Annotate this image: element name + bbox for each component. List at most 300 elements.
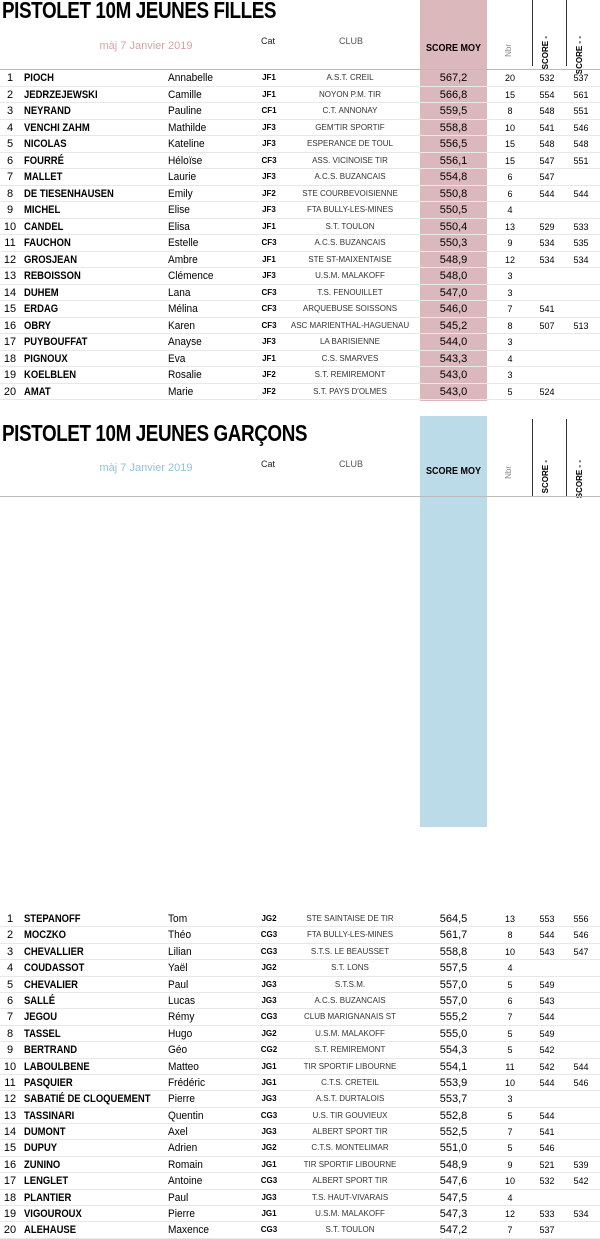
category-cell: JF2 xyxy=(262,188,276,198)
rank-cell: 6 xyxy=(6,154,14,167)
rank-cell: 6 xyxy=(6,994,14,1007)
first-name-cell: Marie xyxy=(168,385,194,398)
score-minus-minus-cell: 546 xyxy=(573,122,589,133)
rank-cell: 8 xyxy=(6,187,14,200)
category-cell: CG3 xyxy=(260,1110,278,1120)
score-cell: 561,7 xyxy=(439,929,468,942)
club-cell: C.T.S. MONTELIMAR xyxy=(311,1143,389,1153)
category-cell: JG2 xyxy=(261,963,277,973)
table-row xyxy=(0,1059,600,1075)
last-name-cell: FOURRÉ xyxy=(24,154,64,167)
score-cell: 557,0 xyxy=(439,994,468,1007)
first-name-cell: Théo xyxy=(168,929,192,942)
score-cell: 558,8 xyxy=(439,121,468,134)
last-name-cell: SABATIÉ DE CLOQUEMENT xyxy=(24,1093,151,1106)
nbr-cell: 12 xyxy=(504,254,515,265)
girls-title: PISTOLET 10M JEUNES FILLES xyxy=(2,0,277,23)
score-cell: 548,9 xyxy=(439,253,468,266)
first-name-cell: Elisa xyxy=(168,220,190,233)
category-cell: JF3 xyxy=(262,122,276,132)
rank-cell: 2 xyxy=(6,88,14,101)
score-minus-cell: 541 xyxy=(539,304,555,314)
category-cell: JG2 xyxy=(261,1143,277,1153)
rank-cell: 14 xyxy=(3,286,17,299)
boys-title: PISTOLET 10M JEUNES GARÇONS xyxy=(2,420,308,446)
header-nbr: Nbr xyxy=(504,44,513,57)
header-score-minus: SCORE - xyxy=(541,36,550,70)
category-cell: JF1 xyxy=(262,89,276,99)
nbr-cell: 5 xyxy=(507,1143,513,1154)
table-row xyxy=(0,235,600,252)
table-row xyxy=(0,1140,600,1156)
category-cell: JF1 xyxy=(262,73,276,82)
score-minus-cell: 554 xyxy=(539,89,555,100)
nbr-cell: 10 xyxy=(504,122,515,133)
score-cell: 553,7 xyxy=(439,1093,468,1106)
nbr-cell: 11 xyxy=(505,1061,515,1072)
score-cell: 544,0 xyxy=(439,336,468,348)
header-cat: Cat xyxy=(261,36,276,46)
last-name-cell: KOELBLEN xyxy=(24,369,77,381)
last-name-cell: LABOULBENE xyxy=(24,1060,90,1073)
first-name-cell: Emily xyxy=(168,187,193,200)
column-divider xyxy=(532,0,533,66)
score-minus-minus-cell: 544 xyxy=(573,188,589,199)
first-name-cell: Frédéric xyxy=(168,1076,206,1089)
nbr-cell: 4 xyxy=(507,205,513,215)
category-cell: JG3 xyxy=(261,979,277,989)
category-cell: JF3 xyxy=(262,205,276,214)
first-name-cell: Héloïse xyxy=(168,154,203,167)
last-name-cell: PUYBOUFFAT xyxy=(24,336,88,348)
category-cell: JF1 xyxy=(262,221,276,231)
last-name-cell: NEYRAND xyxy=(24,105,71,117)
score-cell: 546,0 xyxy=(439,303,468,315)
score-minus-cell: 542 xyxy=(539,1045,555,1056)
club-cell: U.S.M. MALAKOFF xyxy=(315,271,385,280)
table-row xyxy=(0,120,600,137)
score-cell: 543,0 xyxy=(439,369,468,381)
last-name-cell: VENCHI ZAHM xyxy=(24,121,90,134)
score-minus-minus-cell: 546 xyxy=(573,930,589,941)
category-cell: JF3 xyxy=(262,172,276,181)
rank-cell: 4 xyxy=(6,121,14,134)
first-name-cell: Mélina xyxy=(168,303,198,315)
club-cell: U.S.M. MALAKOFF xyxy=(315,1028,385,1038)
last-name-cell: COUDASSOT xyxy=(24,962,85,975)
category-cell: JF1 xyxy=(262,254,276,264)
club-cell: LA BARISIENNE xyxy=(319,337,381,346)
club-cell: ASC MARIENTHAL-HAGUENAU xyxy=(290,320,410,330)
last-name-cell: MICHEL xyxy=(24,204,61,216)
table-row xyxy=(0,944,600,960)
score-minus-cell: 549 xyxy=(539,1028,555,1039)
nbr-cell: 9 xyxy=(507,238,513,248)
table-row xyxy=(0,367,600,384)
score-minus-minus-cell: 561 xyxy=(573,89,589,100)
first-name-cell: Axel xyxy=(168,1126,188,1139)
score-cell: 547,0 xyxy=(439,286,468,299)
last-name-cell: PIGNOUX xyxy=(24,352,68,365)
score-cell: 547,2 xyxy=(439,1224,468,1237)
header-club: CLUB xyxy=(339,36,364,46)
nbr-cell: 8 xyxy=(507,106,513,116)
table-row xyxy=(0,318,600,335)
club-cell: ALBERT SPORT TIR xyxy=(312,1127,388,1137)
rank-cell: 19 xyxy=(3,1208,17,1221)
rank-cell: 12 xyxy=(3,253,17,266)
score-cell: 557,5 xyxy=(439,962,468,975)
first-name-cell: Antoine xyxy=(168,1175,203,1188)
table-row xyxy=(0,977,600,993)
nbr-cell: 7 xyxy=(507,1225,513,1236)
nbr-cell: 3 xyxy=(507,337,513,347)
club-cell: C.S. SMARVES xyxy=(321,353,379,363)
nbr-cell: 15 xyxy=(504,155,515,166)
score-minus-cell: 544 xyxy=(539,1012,555,1023)
score-minus-cell: 543 xyxy=(539,995,555,1006)
table-row xyxy=(0,384,600,401)
category-cell: JG3 xyxy=(261,995,277,1005)
table-row xyxy=(0,169,600,186)
rank-cell: 15 xyxy=(3,303,17,315)
category-cell: CF3 xyxy=(261,304,277,313)
nbr-cell: 13 xyxy=(504,914,515,924)
last-name-cell: TASSEL xyxy=(24,1027,61,1040)
rank-cell: 17 xyxy=(3,1175,17,1188)
first-name-cell: Mathilde xyxy=(168,121,207,134)
first-name-cell: Matteo xyxy=(168,1060,199,1073)
score-minus-minus-cell: 546 xyxy=(573,1077,589,1088)
first-name-cell: Quentin xyxy=(168,1109,204,1122)
club-cell: A.S.T. CREIL xyxy=(326,73,374,82)
club-cell: U.S.M. MALAKOFF xyxy=(315,1209,385,1219)
club-cell: C.T.S. CRETEIL xyxy=(321,1077,379,1087)
score-minus-minus-cell: 534 xyxy=(573,254,589,265)
score-cell: 547,5 xyxy=(439,1191,468,1204)
nbr-cell: 10 xyxy=(504,1176,515,1187)
girls-update-date: màj 7 Janvier 2019 xyxy=(99,40,193,52)
rank-cell: 3 xyxy=(6,945,14,958)
club-cell: A.C.S. BUZANCAIS xyxy=(314,238,386,247)
last-name-cell: GROSJEAN xyxy=(24,253,78,266)
nbr-cell: 5 xyxy=(507,1028,513,1039)
score-minus-minus-cell: 551 xyxy=(573,155,589,166)
category-cell: JG3 xyxy=(261,1127,277,1137)
table-row xyxy=(0,1124,600,1140)
club-cell: S.T. TOULON xyxy=(325,1225,375,1235)
category-cell: JF3 xyxy=(262,271,276,280)
first-name-cell: Hugo xyxy=(168,1027,193,1040)
score-cell: 547,3 xyxy=(439,1208,468,1221)
table-row xyxy=(0,351,600,368)
club-cell: STE SAINTAISE DE TIR xyxy=(306,914,394,923)
rank-cell: 13 xyxy=(3,1109,17,1122)
nbr-cell: 20 xyxy=(504,73,515,83)
first-name-cell: Paul xyxy=(168,978,189,991)
category-cell: JF1 xyxy=(262,353,276,363)
score-minus-cell: 548 xyxy=(539,106,555,116)
score-cell: 564,5 xyxy=(439,913,468,925)
score-minus-cell: 533 xyxy=(539,1209,555,1220)
nbr-cell: 10 xyxy=(504,1077,515,1088)
header-separator xyxy=(0,496,600,497)
club-cell: FTA BULLY-LES-MINES xyxy=(306,930,394,940)
header-score-moy: SCORE MOY xyxy=(425,466,482,477)
first-name-cell: Annabelle xyxy=(168,72,214,84)
first-name-cell: Rémy xyxy=(168,1011,195,1024)
rank-cell: 9 xyxy=(6,1044,14,1057)
first-name-cell: Laurie xyxy=(168,171,197,183)
score-cell: 556,1 xyxy=(439,154,468,167)
table-row xyxy=(0,1173,600,1189)
score-cell: 553,9 xyxy=(439,1076,468,1089)
nbr-cell: 7 xyxy=(507,1127,513,1138)
last-name-cell: FAUCHON xyxy=(24,237,71,249)
rank-cell: 15 xyxy=(3,1142,17,1155)
category-cell: JF2 xyxy=(262,370,276,379)
category-cell: CF1 xyxy=(261,106,277,115)
category-cell: JF3 xyxy=(262,337,276,346)
score-minus-minus-cell: 533 xyxy=(573,221,589,232)
first-name-cell: Pauline xyxy=(168,105,202,117)
rank-cell: 19 xyxy=(3,369,17,381)
rank-cell: 16 xyxy=(3,1158,17,1171)
category-cell: CF3 xyxy=(261,155,277,165)
table-row xyxy=(0,1075,600,1091)
first-name-cell: Estelle xyxy=(168,237,199,249)
category-cell: JG1 xyxy=(261,1077,277,1087)
table-row xyxy=(0,70,600,87)
table-row xyxy=(0,1009,600,1025)
nbr-cell: 4 xyxy=(507,353,513,364)
score-cell: 550,5 xyxy=(439,204,468,216)
score-cell: 545,2 xyxy=(439,319,468,332)
score-minus-cell: 544 xyxy=(539,188,555,199)
score-minus-cell: 524 xyxy=(539,386,555,397)
club-cell: S.T. REMIREMONT xyxy=(314,1045,386,1055)
table-row xyxy=(0,1042,600,1058)
nbr-cell: 7 xyxy=(507,304,513,314)
rank-cell: 10 xyxy=(3,1060,17,1073)
first-name-cell: Pierre xyxy=(168,1208,195,1221)
category-cell: JF2 xyxy=(262,386,276,396)
first-name-cell: Géo xyxy=(168,1044,188,1057)
last-name-cell: JEGOU xyxy=(24,1011,58,1024)
club-cell: FTA BULLY-LES-MINES xyxy=(306,205,394,214)
rank-cell: 18 xyxy=(3,1191,17,1204)
column-divider xyxy=(532,419,533,497)
score-cell: 550,8 xyxy=(439,187,468,200)
club-cell: A.C.S. BUZANCAIS xyxy=(314,172,386,181)
score-minus-cell: 541 xyxy=(539,1127,555,1138)
header-club: CLUB xyxy=(339,459,364,469)
nbr-cell: 4 xyxy=(507,963,513,974)
score-minus-cell: 529 xyxy=(539,221,555,232)
club-cell: S.T. TOULON xyxy=(325,221,375,231)
score-minus-minus-cell: 535 xyxy=(573,238,589,248)
last-name-cell: CHEVALIER xyxy=(24,978,78,991)
nbr-cell: 7 xyxy=(507,1012,513,1023)
score-cell: 547,6 xyxy=(439,1175,468,1188)
club-cell: A.C.S. BUZANCAIS xyxy=(314,995,386,1005)
club-cell: ALBERT SPORT TIR xyxy=(312,1176,388,1186)
score-minus-cell: 537 xyxy=(539,1225,555,1236)
first-name-cell: Camille xyxy=(168,88,202,101)
table-row xyxy=(0,252,600,269)
category-cell: CG3 xyxy=(260,1012,278,1022)
score-minus-cell: 548 xyxy=(539,139,555,149)
rank-cell: 12 xyxy=(3,1093,17,1106)
last-name-cell: PLANTIER xyxy=(24,1191,72,1204)
category-cell: CG3 xyxy=(260,930,278,940)
category-cell: JG1 xyxy=(261,1209,277,1219)
last-name-cell: REBOISSON xyxy=(24,270,81,282)
column-divider xyxy=(566,0,567,66)
category-cell: JG2 xyxy=(261,1028,277,1038)
nbr-cell: 5 xyxy=(507,1045,513,1056)
header-cat: Cat xyxy=(261,459,276,469)
table-row xyxy=(0,1108,600,1124)
club-cell: ESPERANCE DE TOUL xyxy=(307,139,393,148)
last-name-cell: CANDEL xyxy=(24,220,64,233)
header-score-minus-minus: SCORE - - xyxy=(575,36,584,75)
club-cell: S.T. PAYS D'OLMES xyxy=(313,386,387,396)
nbr-cell: 6 xyxy=(507,188,513,199)
first-name-cell: Clémence xyxy=(168,270,214,282)
score-minus-cell: 534 xyxy=(539,254,555,265)
score-cell: 543,3 xyxy=(439,352,468,365)
table-row xyxy=(0,911,600,927)
table-row xyxy=(0,1190,600,1206)
last-name-cell: VIGOUROUX xyxy=(24,1208,82,1221)
score-minus-minus-cell: 547 xyxy=(573,946,589,957)
first-name-cell: Adrien xyxy=(168,1142,198,1155)
club-cell: TIR SPORTIF LIBOURNE xyxy=(303,1159,397,1169)
nbr-cell: 10 xyxy=(504,946,515,957)
table-row xyxy=(0,1091,600,1107)
first-name-cell: Ambre xyxy=(168,253,198,266)
first-name-cell: Eva xyxy=(168,352,186,365)
table-row xyxy=(0,993,600,1009)
first-name-cell: Elise xyxy=(168,204,190,216)
club-cell: ARQUEBUSE SOISSONS xyxy=(302,304,398,313)
last-name-cell: ZUNINO xyxy=(24,1158,61,1171)
last-name-cell: STEPANOFF xyxy=(24,913,81,925)
first-name-cell: Paul xyxy=(168,1191,189,1204)
nbr-cell: 5 xyxy=(507,979,513,990)
club-cell: STE COURBEVOISIENNE xyxy=(302,188,398,198)
club-cell: C.T. ANNONAY xyxy=(322,106,378,115)
rank-cell: 5 xyxy=(6,978,14,991)
rank-cell: 1 xyxy=(6,72,14,84)
rank-cell: 14 xyxy=(3,1126,17,1139)
score-cell: 548,0 xyxy=(439,270,468,282)
score-cell: 551,0 xyxy=(439,1142,468,1155)
first-name-cell: Kateline xyxy=(168,138,205,150)
club-cell: S.T.S.M. xyxy=(334,979,366,989)
table-row xyxy=(0,1206,600,1222)
category-cell: CF3 xyxy=(261,287,277,297)
last-name-cell: JEDRZEJEWSKI xyxy=(24,88,98,101)
rank-cell: 1 xyxy=(6,913,14,925)
score-cell: 556,5 xyxy=(439,138,468,150)
rank-cell: 20 xyxy=(3,1224,17,1237)
category-cell: JG3 xyxy=(261,1192,277,1202)
club-cell: TIR SPORTIF LIBOURNE xyxy=(303,1061,397,1071)
score-minus-minus-cell: 548 xyxy=(573,139,589,149)
score-minus-cell: 547 xyxy=(539,172,555,182)
last-name-cell: ERDAG xyxy=(24,303,59,315)
category-cell: CG3 xyxy=(260,946,278,956)
girls-ranking-table xyxy=(0,70,600,400)
club-cell: STE ST-MAIXENTAISE xyxy=(308,254,392,264)
score-cell: 566,8 xyxy=(439,88,468,101)
table-row xyxy=(0,268,600,285)
first-name-cell: Maxence xyxy=(168,1224,210,1237)
table-row xyxy=(0,186,600,203)
header-score-moy: SCORE MOY xyxy=(425,43,482,54)
club-cell: S.T. REMIREMONT xyxy=(314,370,386,379)
header-score-minus-minus: SCORE - - xyxy=(575,460,584,499)
last-name-cell: PASQUIER xyxy=(24,1076,73,1089)
score-cell: 559,5 xyxy=(439,105,468,117)
rank-cell: 10 xyxy=(3,220,17,233)
header-nbr: Nbr xyxy=(504,466,513,479)
score-minus-minus-cell: 551 xyxy=(573,106,589,116)
table-row xyxy=(0,285,600,302)
score-minus-cell: 543 xyxy=(539,946,555,957)
table-row xyxy=(0,202,600,219)
score-minus-minus-cell: 513 xyxy=(573,320,589,331)
club-cell: GEM'TIR SPORTIF xyxy=(315,122,385,132)
score-minus-cell: 541 xyxy=(539,122,555,133)
score-cell: 550,4 xyxy=(439,220,468,233)
rank-cell: 7 xyxy=(6,171,14,183)
rank-cell: 17 xyxy=(3,336,17,348)
last-name-cell: DUPUY xyxy=(24,1142,58,1155)
rank-cell: 9 xyxy=(6,204,14,216)
rank-cell: 11 xyxy=(4,237,16,249)
header-score-minus: SCORE - xyxy=(541,460,550,494)
category-cell: CG2 xyxy=(260,1045,278,1055)
nbr-cell: 8 xyxy=(507,320,513,331)
first-name-cell: Karen xyxy=(168,319,196,332)
score-minus-cell: 542 xyxy=(539,1061,555,1072)
score-minus-minus-cell: 542 xyxy=(573,1176,589,1187)
nbr-cell: 4 xyxy=(507,1192,513,1203)
nbr-cell: 8 xyxy=(507,930,513,941)
table-row xyxy=(0,153,600,170)
score-cell: 554,8 xyxy=(439,171,468,183)
table-row xyxy=(0,103,600,120)
nbr-cell: 13 xyxy=(504,221,515,232)
rank-cell: 16 xyxy=(3,319,17,332)
nbr-cell: 15 xyxy=(504,89,515,100)
boys-update-date: màj 7 Janvier 2019 xyxy=(99,462,193,474)
nbr-cell: 3 xyxy=(507,1094,513,1105)
score-minus-cell: 544 xyxy=(539,930,555,941)
score-cell: 552,8 xyxy=(439,1109,468,1122)
rank-cell: 8 xyxy=(6,1027,14,1040)
table-row xyxy=(0,301,600,318)
club-cell: ASS. VICINOISE TIR xyxy=(312,155,388,165)
last-name-cell: CHEVALLIER xyxy=(24,945,84,958)
club-cell: T.S. HAUT-VIVARAIS xyxy=(311,1192,389,1202)
score-minus-cell: 534 xyxy=(539,238,555,248)
rank-cell: 13 xyxy=(3,270,17,282)
table-row xyxy=(0,87,600,104)
